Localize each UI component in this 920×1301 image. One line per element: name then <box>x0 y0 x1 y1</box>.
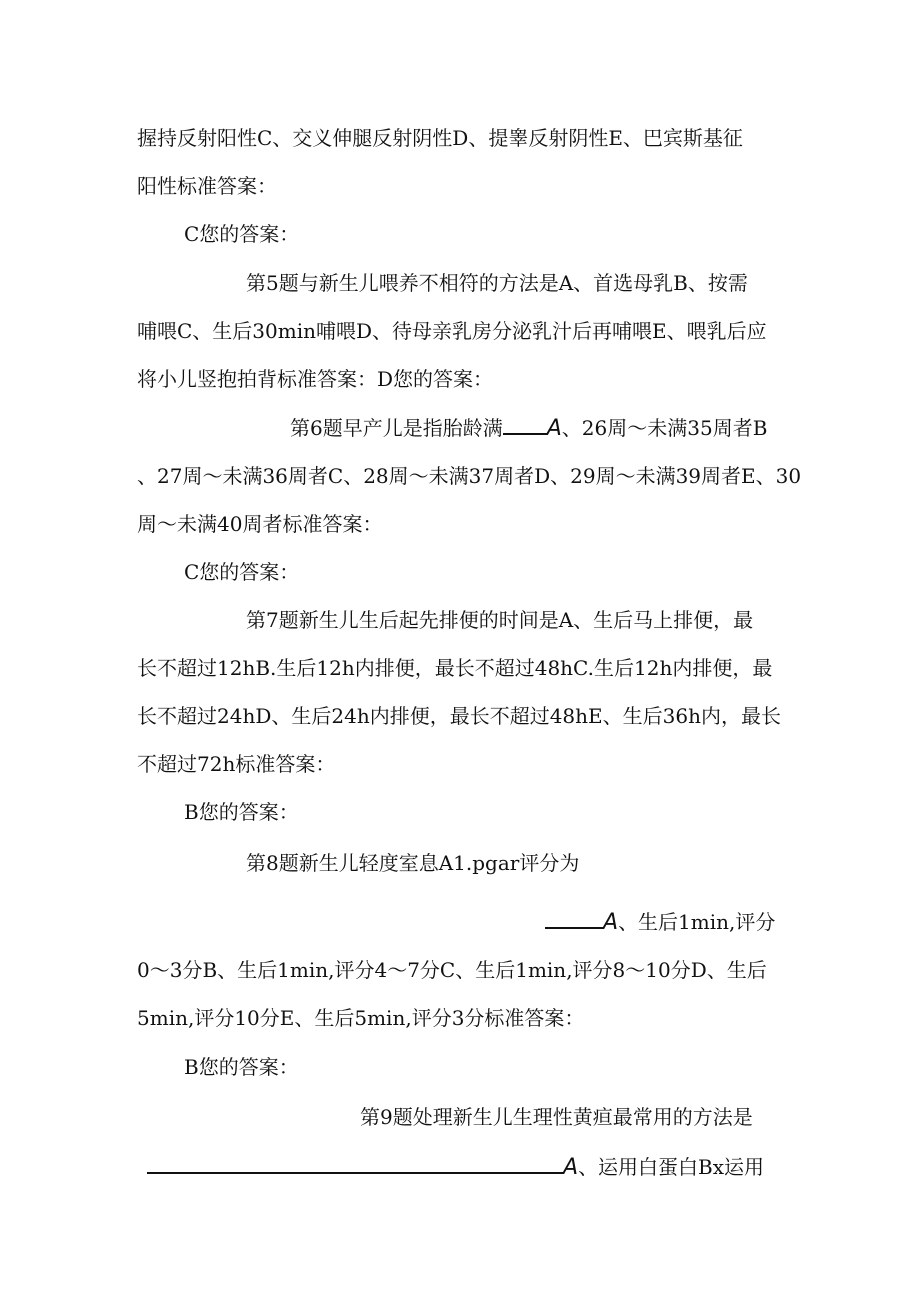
text-line: C您的答案： <box>184 560 300 584</box>
option-letter: A <box>563 1155 579 1180</box>
option-letter: A <box>603 910 619 935</box>
text-line: B您的答案： <box>184 800 299 824</box>
text-line: 5min,评分10分E、生后5min,评分3分标准答案： <box>137 1006 585 1030</box>
text-line: 、27周～未满36周者C、28周～未满37周者D、29周～未满39周者E、30 <box>137 464 802 488</box>
question-6-stem: 第6题早产儿是指胎龄满 <box>290 416 503 440</box>
text-line: B您的答案： <box>184 1055 299 1079</box>
question-8-options-line <box>545 907 775 937</box>
question-9-options: 、运用白蛋白Bx运用 <box>578 1155 765 1179</box>
text-line: 长不超过24hD、生后24h内排便，最长不超过48hE、生后36h内，最长 <box>137 704 781 728</box>
text-line: 阳性标准答案： <box>137 174 277 198</box>
answer-blank <box>545 907 603 929</box>
text-line: 将小儿竖抱拍背标准答案：D您的答案： <box>137 367 494 391</box>
answer-blank <box>503 413 547 435</box>
text-line: 周～未满40周者标准答案： <box>137 512 383 536</box>
text-line: 不超过72h标准答案： <box>137 752 336 776</box>
text-line: 0～3分B、生后1min,评分4～7分C、生后1min,评分8～10分D、生后 <box>137 958 767 982</box>
text-line: C您的答案： <box>184 222 300 246</box>
answer-blank <box>147 1152 563 1174</box>
question-9-text: 第9题处理新生儿生理性黄疸最常用的方法是 <box>360 1105 753 1129</box>
question-6-text <box>290 413 767 443</box>
option-letter: A <box>546 416 562 441</box>
question-8-options: 、生后1min,评分 <box>618 910 776 934</box>
text-line: 哺喂C、生后30min哺喂D、待母亲乳房分泌乳汁后再哺喂E、喂乳后应 <box>137 319 767 343</box>
question-6-options: 、26周～未满35周者B <box>561 416 768 440</box>
text-line: 长不超过12hB.生后12h内排便，最长不超过48hC.生后12h内排便，最 <box>137 656 773 680</box>
question-7-text: 第7题新生儿生后起先排便的时间是A、生后马上排便，最 <box>246 608 754 632</box>
text-line: 握持反射阳性C、交义伸腿反射阴性D、提睾反射阴性E、巴宾斯基征 <box>137 126 743 150</box>
question-9-options-line <box>147 1152 764 1182</box>
question-8-text: 第8题新生儿轻度室息A1.pgar评分为 <box>246 851 580 875</box>
question-5-text: 第5题与新生儿喂养不相符的方法是A、首选母乳B、按需 <box>246 271 748 295</box>
